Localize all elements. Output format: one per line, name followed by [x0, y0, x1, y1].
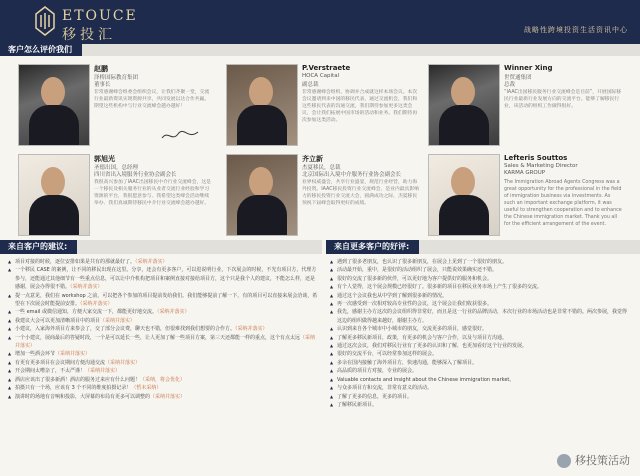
reviewer-company: 杰夏移民，总裁 — [302, 165, 341, 171]
review-card — [10, 148, 215, 240]
suggestion-text: 小建议，入家海外项目方来参会了，交了部分会议费，聊天也不错，但很难找到我们想要的合作方。 — [15, 326, 236, 333]
suggestions-title: 来自客户的建议: — [0, 240, 77, 254]
review-quote: “IAAC出国移民服务行业交流峰会是目前”，开展国际移民行业最新行业发展方向的交流平台。能够了解移民行业，该活动的组织工作做得很好。 — [504, 90, 622, 109]
suggestion-status: （采纳并落实） — [80, 301, 113, 308]
suggestion-text: 开会期间太嘈杂了，不太严谨！ — [15, 368, 86, 375]
reviewer-photo — [226, 64, 298, 146]
feedback-item: ▲ 很好的交流平台，可以经常参加这样的展会。 — [330, 350, 630, 358]
reviewer-name: 齐立新 — [302, 155, 323, 163]
feedback-item: ▲ 活动最开始，重中，是很好的活动组织了展会，只能说效果确实还不错。 — [330, 266, 630, 274]
suggestion-item — [8, 317, 318, 325]
suggestions-header — [0, 240, 322, 254]
feedback-list — [330, 258, 630, 409]
suggestion-text: 有更有更多项目在会议期间方便沟通交流 — [15, 359, 106, 366]
suggestion-status: （采纳，将会优化） — [140, 376, 186, 383]
signature-icon — [160, 128, 200, 142]
feedback-item: ▲ 了解更多移民新项目，政策，有更多的机会与客户合作，以及与项目方沟通。 — [330, 334, 630, 342]
watermark — [557, 452, 630, 468]
feedback-item: ▲ 我先，感谢主办方这次的会议组织得非常好，而且是这一行业的品牌活动，本次行业的市场活动也是非常不错的。两次参展，我觉得这边的组织做得越来越好，谢谢主办方。 — [330, 308, 630, 325]
reviewer-photo — [428, 64, 500, 146]
feedback-item: ▲ 认识到来自各个城市中小城市的朋友，交流更多的项目，感觉很好。 — [330, 325, 630, 333]
brand-name-en: ETOUCE — [62, 8, 138, 24]
suggestion-status: （采纳并落实） — [235, 326, 268, 333]
feedback-item: ▲ 了解移民新项目。 — [330, 401, 630, 409]
feedback-item: ▲ 很好的交流了很多新的伙伴，可以更好地为客户提供好的服务和机会。 — [330, 275, 630, 283]
feedback-item: ▲ 与众多项目方和交流，非常有意义的活动。 — [330, 384, 630, 392]
brand-crest-icon — [34, 6, 56, 36]
brand-tagline: 战略性跨境投资生活资讯中心 — [524, 26, 628, 34]
feedback-item: ▲ 有个人觉得，这个展会规模已经很好了。很多新的项目在移民业务市场上产生了很多的交流。 — [330, 283, 630, 291]
review-quote: 业界权威盛会，共享行业盛宴，规范行业经营，助力海外投资。IAAC移民投资行业交流峰会，是业内最具影响力的移民投资行业交流大会，圆满成功之际，杰夏移民预祝下届峰会取得更好的成绩。 — [302, 180, 419, 206]
suggestion-text: 一些 email 或微信通知，方便大家交流一下，都能更好地交流。 — [15, 309, 157, 316]
feedback-item: ▲ 再一次感受到一次相对较高专业性的会议，这个展会让我们收获很多。 — [330, 300, 630, 308]
suggestion-text: 增加一些酒会环节 — [15, 351, 56, 358]
review-card — [420, 148, 625, 240]
suggestion-status: （采纳并落实） — [156, 309, 190, 316]
reviewer-name: Lefteris Souttos — [504, 154, 568, 162]
suggestion-status: （采纳并落实） — [15, 334, 316, 350]
suggestion-text: 拍摄只有一个场，应该有 3 个不同的维度拍摄记录！ — [15, 385, 132, 392]
suggestion-status: （采纳并落实） — [55, 351, 91, 358]
suggestion-item — [8, 393, 318, 401]
suggestion-item — [8, 258, 318, 266]
reviewer-title: KARMA GROUP — [504, 170, 546, 176]
feedback-item: ▲ 了解了更多的信息，更多的项目。 — [330, 393, 630, 401]
reviewer-company: 圣德出国，总经理 — [94, 165, 139, 171]
suggestion-status: （采纳并落实） — [85, 368, 121, 375]
review-card — [218, 148, 423, 240]
reviewer-photo — [18, 154, 90, 236]
suggestions-list — [8, 258, 318, 401]
suggestion-status: （采纳并落实） — [105, 359, 141, 366]
reviewer-company: 世贸通集团 — [504, 75, 532, 81]
suggestion-item — [8, 334, 318, 351]
suggestion-text: 我建议大会可以更加清晰项目中的项目 — [15, 317, 101, 324]
reviewer-company: 泽桥国际教育集团 — [94, 75, 139, 81]
feedback-item: ▲ 通过这个会议我也从中学到了解到很多新的情况。 — [330, 292, 630, 300]
suggestion-item — [8, 350, 318, 358]
reviewer-photo — [226, 154, 298, 236]
review-card — [10, 58, 215, 150]
reviewer-name: Winner Xing — [504, 64, 553, 72]
suggestion-text: 演讲时的场地有音响和投影，大屏幕的布局有更多可以调整的 — [15, 393, 151, 400]
feedback-item: ▲ 通过这次会议，我们对移民行业有了更多的认识和了解，也更加看好这个行业的发展。 — [330, 342, 630, 350]
reviewer-title: 副总裁 — [302, 82, 319, 88]
feedback-title: 来自更多客户的好评: — [326, 240, 419, 254]
suggestion-item — [8, 308, 318, 316]
reviewer-name: P.Verstraete — [302, 64, 351, 72]
suggestion-item — [8, 292, 318, 309]
feedback-item: ▲ 多余在国内接触了海外项目方，快速沟通，能够深入了解项目。 — [330, 359, 630, 367]
reviewer-company: HOCA Capital — [302, 73, 340, 79]
reviewer-title: 总裁 — [504, 82, 516, 88]
reviews-title: 客户怎么评价我们 — [0, 44, 82, 56]
feedback-item: ▲ 遇到了很多老朋友，也认识了很多新朋友，在展会上见到了一个很好的朋友。 — [330, 258, 630, 266]
review-quote: 我很高兴参加了IAAC出国移民中介行业交流峰会，这是一个移民及相关服务行业的从业者交流行业经验和学习资源的平台，我很愿意参与、我希望这类峰会活动继续举办、我们真诚期待移民中介行业交流峰会越办越好。 — [94, 180, 211, 206]
reviewer-photo — [18, 64, 90, 146]
suggestion-text: 项目对接的时候，逐位安排如果是共有的那就最好了。 — [15, 259, 136, 265]
suggestion-status: （采纳并落实） — [150, 393, 186, 400]
suggestion-text: 一个小建议，展商最后的答疑时段，一个是可以延长一些，让人更加了解一些项目方案，第三天还都能一样的重点，这个有点太远 — [15, 334, 301, 341]
suggestion-text: 一个移民 CASE 的案例，让不同的移民出现在这里。分享，还会有更多客户，可以进说明行业，下次展会的时候，不光有项目方，代理方参与，还能通过其他细节有一些重点信息，可以让中介机构把项目和案例直接对接给项目方，这个只是我个人的建议，不能怎么样，还是感谢，展会办得很不错。 — [15, 267, 317, 291]
feedback-item: ▲ Valuable contacts and insight about the Chinese immigration market。 — [330, 376, 630, 384]
suggestion-item — [8, 325, 318, 333]
suggestion-status: （暂未采纳） — [131, 385, 162, 392]
reviewer-name: 郭旭光 — [94, 155, 115, 163]
review-card — [420, 58, 625, 150]
suggestion-status: （采纳并落实） — [135, 259, 168, 265]
reviewer-title: 董事长 — [94, 82, 111, 88]
reviewer-photo — [428, 154, 500, 236]
reviewer-company: Sales & Marketing Director — [504, 163, 578, 169]
suggestion-item — [8, 359, 318, 367]
suggestion-text: 提一点意见，我们在 workshop 之前，可以把各个参加的项目提前发给我们。我们能够提前了解一下，有的项目可以直接来展会洽谈，希望在下次展会时能提前安排。 — [15, 292, 318, 308]
suggestion-status: （采纳并落实） — [70, 284, 103, 291]
reviews-grid — [0, 56, 640, 240]
reviewer-name: 赵鹏 — [94, 65, 108, 73]
reviewer-title: 四川省出入境服务行业协会副会长 — [94, 172, 177, 178]
suggestion-status: （采纳并落实） — [100, 317, 136, 324]
suggestion-item — [8, 384, 318, 392]
suggestion-text: 酒店应该出了很多新酒！酒店的服务过来应有什么问题！ — [15, 376, 141, 383]
reviews-section-header — [0, 44, 640, 56]
review-quote: 非常感谢峰会组委会组织会议，让我们齐聚一堂，交流行业最新资讯实现资源共享，共同发展以达合作共赢。期望这些机构中与行业交流峰会越办越好！ — [94, 90, 210, 109]
reviewer-title: 北京国际出入境中介服务行业协会副会长 — [302, 172, 402, 178]
review-quote: 非常感谢峰会组织，协调并合成就这样本场会议。本次会议邀请到来中国的移民代表，通过交流机会，我们和这些移民代表的沟通交流，我们期待参加更多这类会议，会让我们拓展中国市场的活动和业务。我们期待再次参加这类活动。 — [302, 90, 418, 123]
wechat-icon — [557, 454, 571, 468]
brand-name-cn: 移投汇 — [62, 27, 116, 43]
suggestion-item — [8, 367, 318, 375]
feedback-item: ▲ 高品质的项目方对接，专业的展会。 — [330, 367, 630, 375]
review-quote: The Immigration Abroad Agents Congress was a great opportunity for the professional in the field of immigration business via investments. As such an important exchange platform, it was useful to strengthen cooperation and to enhance the Chinese immigration market. Thank you all for the efficient arrangement of the event. — [504, 180, 622, 227]
suggestion-item — [8, 266, 318, 291]
review-card — [218, 58, 423, 150]
watermark-text: 移投策活动 — [575, 454, 630, 467]
header-banner — [0, 0, 640, 44]
suggestion-item — [8, 376, 318, 384]
feedback-header — [326, 240, 640, 254]
